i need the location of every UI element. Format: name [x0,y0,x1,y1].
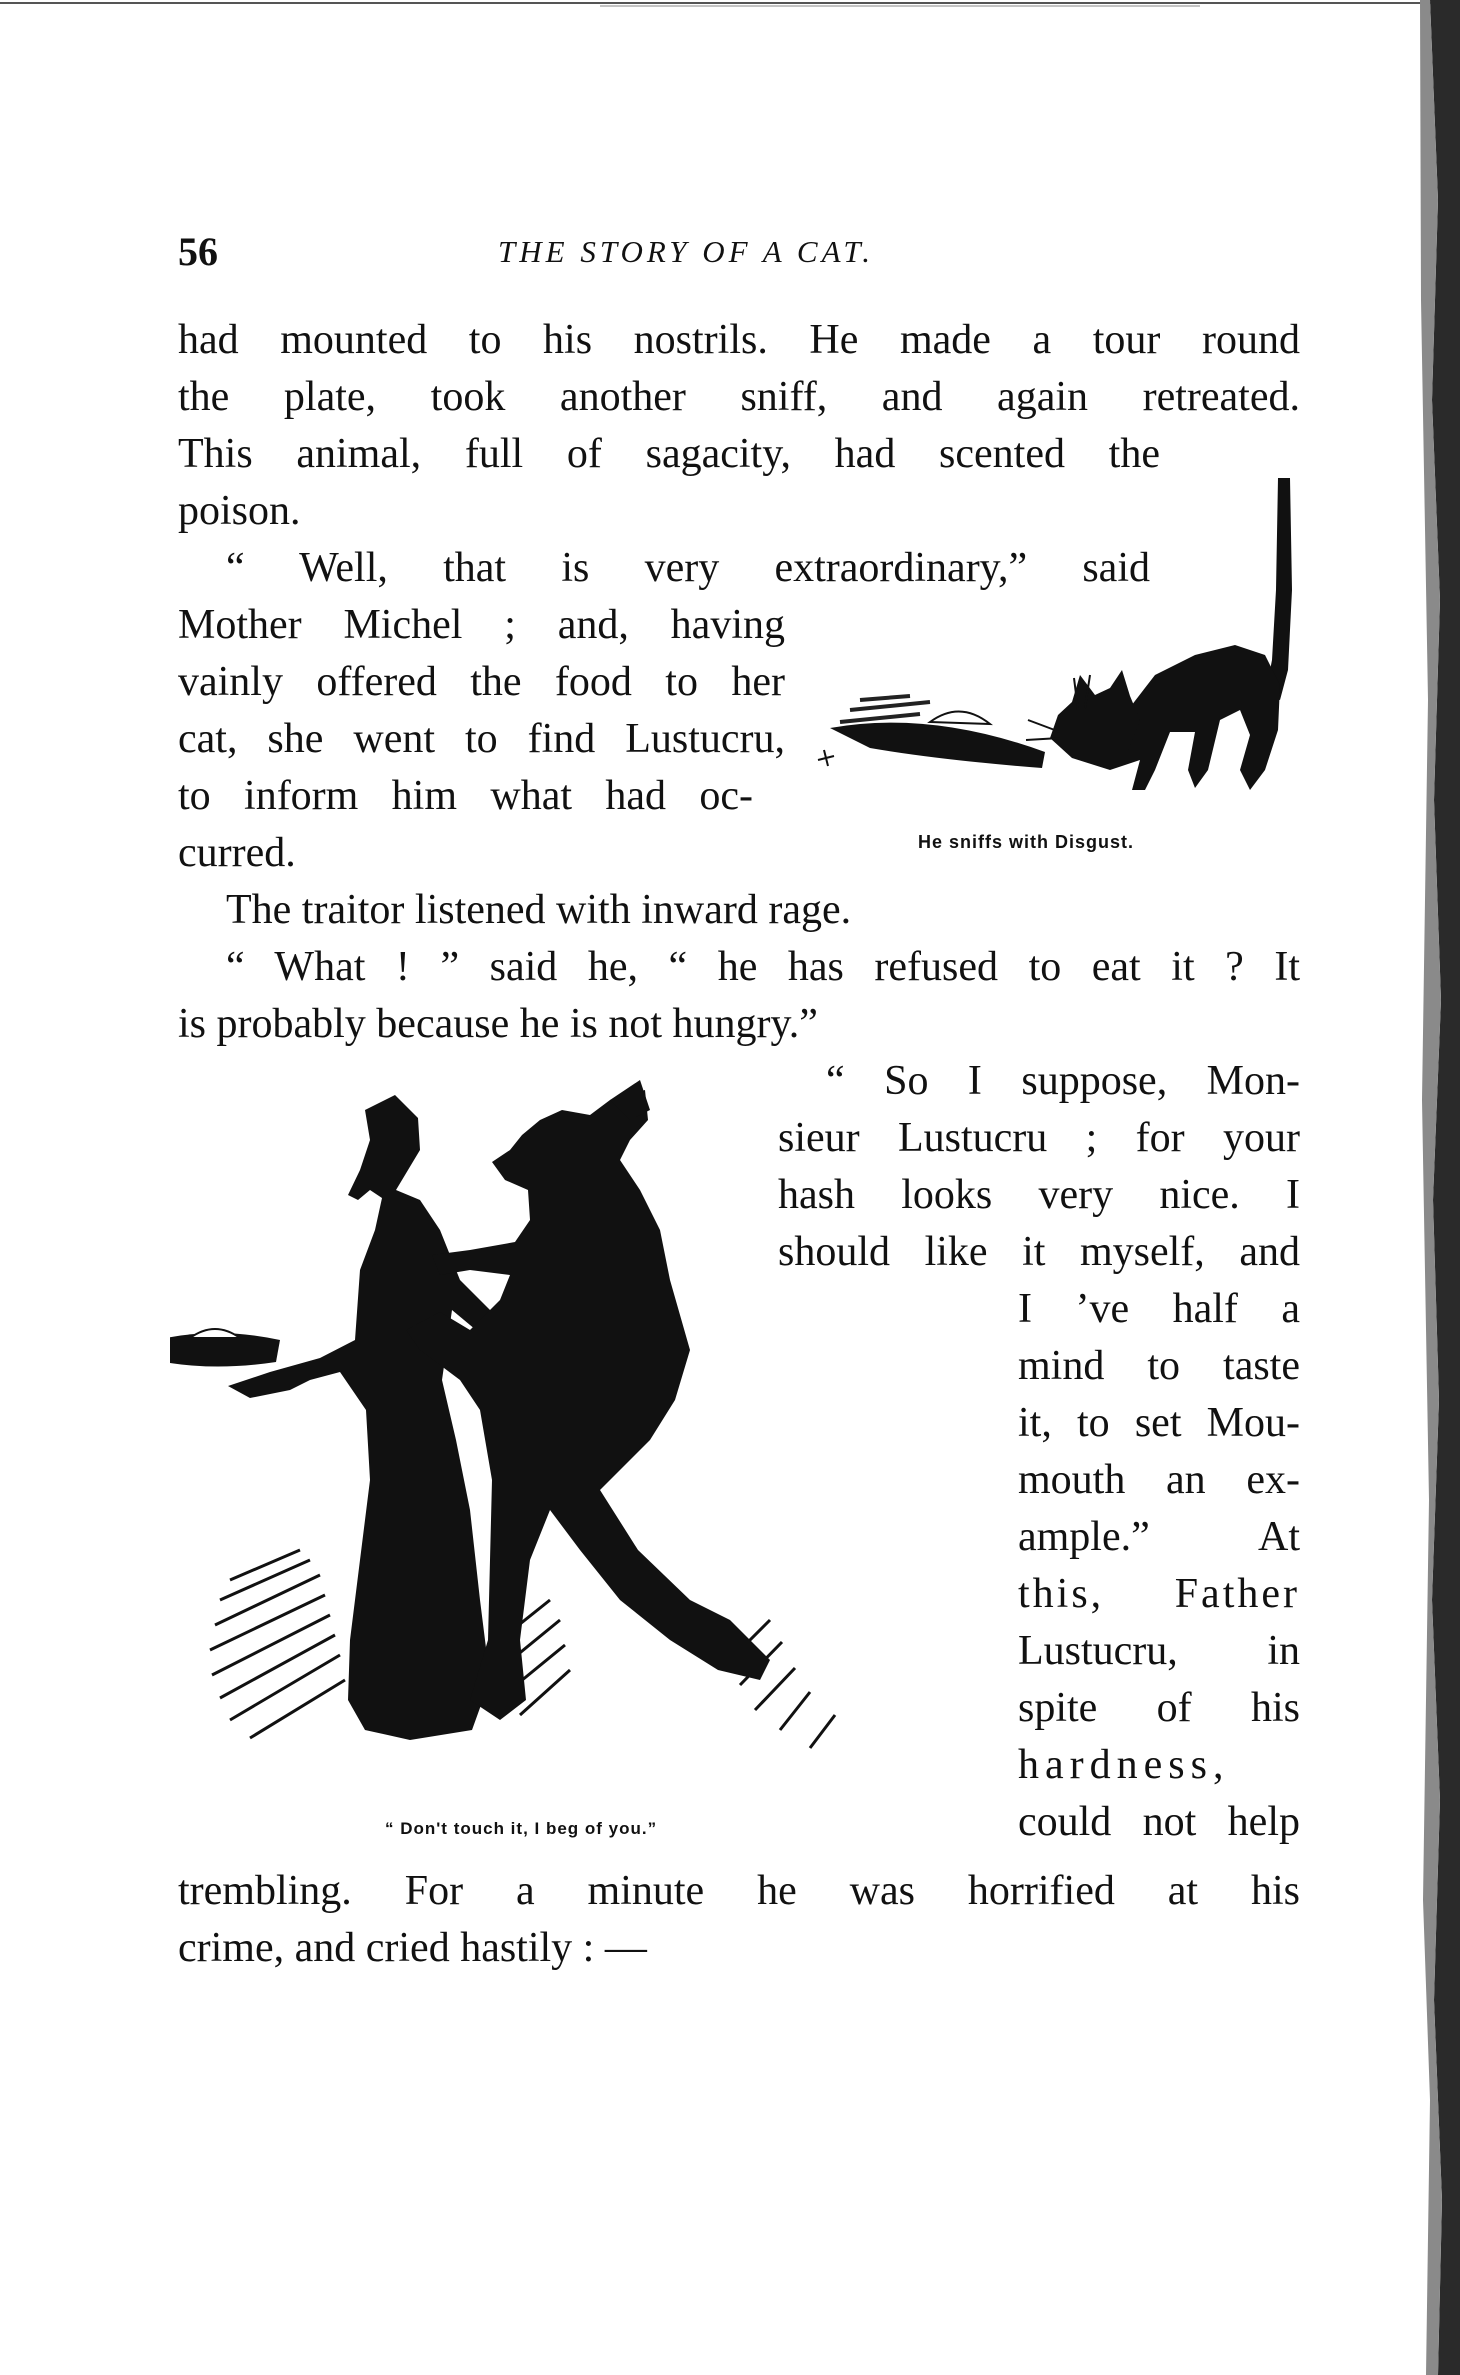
body-line: I ’ve half a [1018,1286,1300,1332]
body-line: This animal, full of sagacity, had scented the [178,431,1160,477]
body-line: mouth an ex- [1018,1457,1300,1503]
body-line: should like it myself, and [778,1229,1300,1275]
body-line: had mounted to his nostrils. He made a tour round [178,317,1300,363]
body-line: sieur Lustucru ; for your [778,1115,1300,1161]
body-line: “ Well, that is very extraordinary,” said [226,545,1150,591]
body-line: poison. [178,488,301,534]
scan-right-edge [1390,0,1460,2375]
body-line: is probably because he is not hungry.” [178,1001,818,1047]
body-line: crime, and cried hastily : — [178,1925,647,1971]
body-line: trembling. For a minute he was horrified at his [178,1868,1300,1914]
body-line: “ What ! ” said he, “ he has refused to eat it ? It [226,944,1300,990]
body-line: this, Father [1018,1571,1300,1617]
cat-silhouette-icon [810,470,1300,810]
body-line: Lustucru, in [1018,1628,1300,1674]
body-line: vainly offered the food to her [178,659,785,705]
body-line: “ So I suppose, Mon- [826,1058,1300,1104]
body-line: to inform him what had oc- [178,773,753,819]
body-line: Mother Michel ; and, having [178,602,785,648]
cat-caption: He sniffs with Disgust. [918,832,1135,852]
body-line: hash looks very nice. I [778,1172,1300,1218]
running-head [178,228,1300,278]
body-line: mind to taste [1018,1343,1300,1389]
body-line: cat, she went to find Lustucru, [178,716,785,762]
body-line: the plate, took another sniff, and again retreated. [178,374,1300,420]
body-line: it, to set Mou- [1018,1400,1300,1446]
running-title: THE STORY OF A CAT. [498,234,875,269]
body-line: The traitor listened with inward rage. [226,887,852,933]
figures-silhouette-icon [170,1080,1010,1800]
body-line: curred. [178,830,296,876]
body-line: ample.” At [1018,1514,1300,1560]
scan-top-edge [0,0,1460,14]
body-line: spite of his [1018,1685,1300,1731]
body-line: hardness, [1018,1742,1230,1788]
couple-caption: “ Don't touch it, I beg of you.” [385,1819,658,1838]
body-line: could not help [1018,1799,1300,1845]
page-number: 56 [178,229,218,274]
